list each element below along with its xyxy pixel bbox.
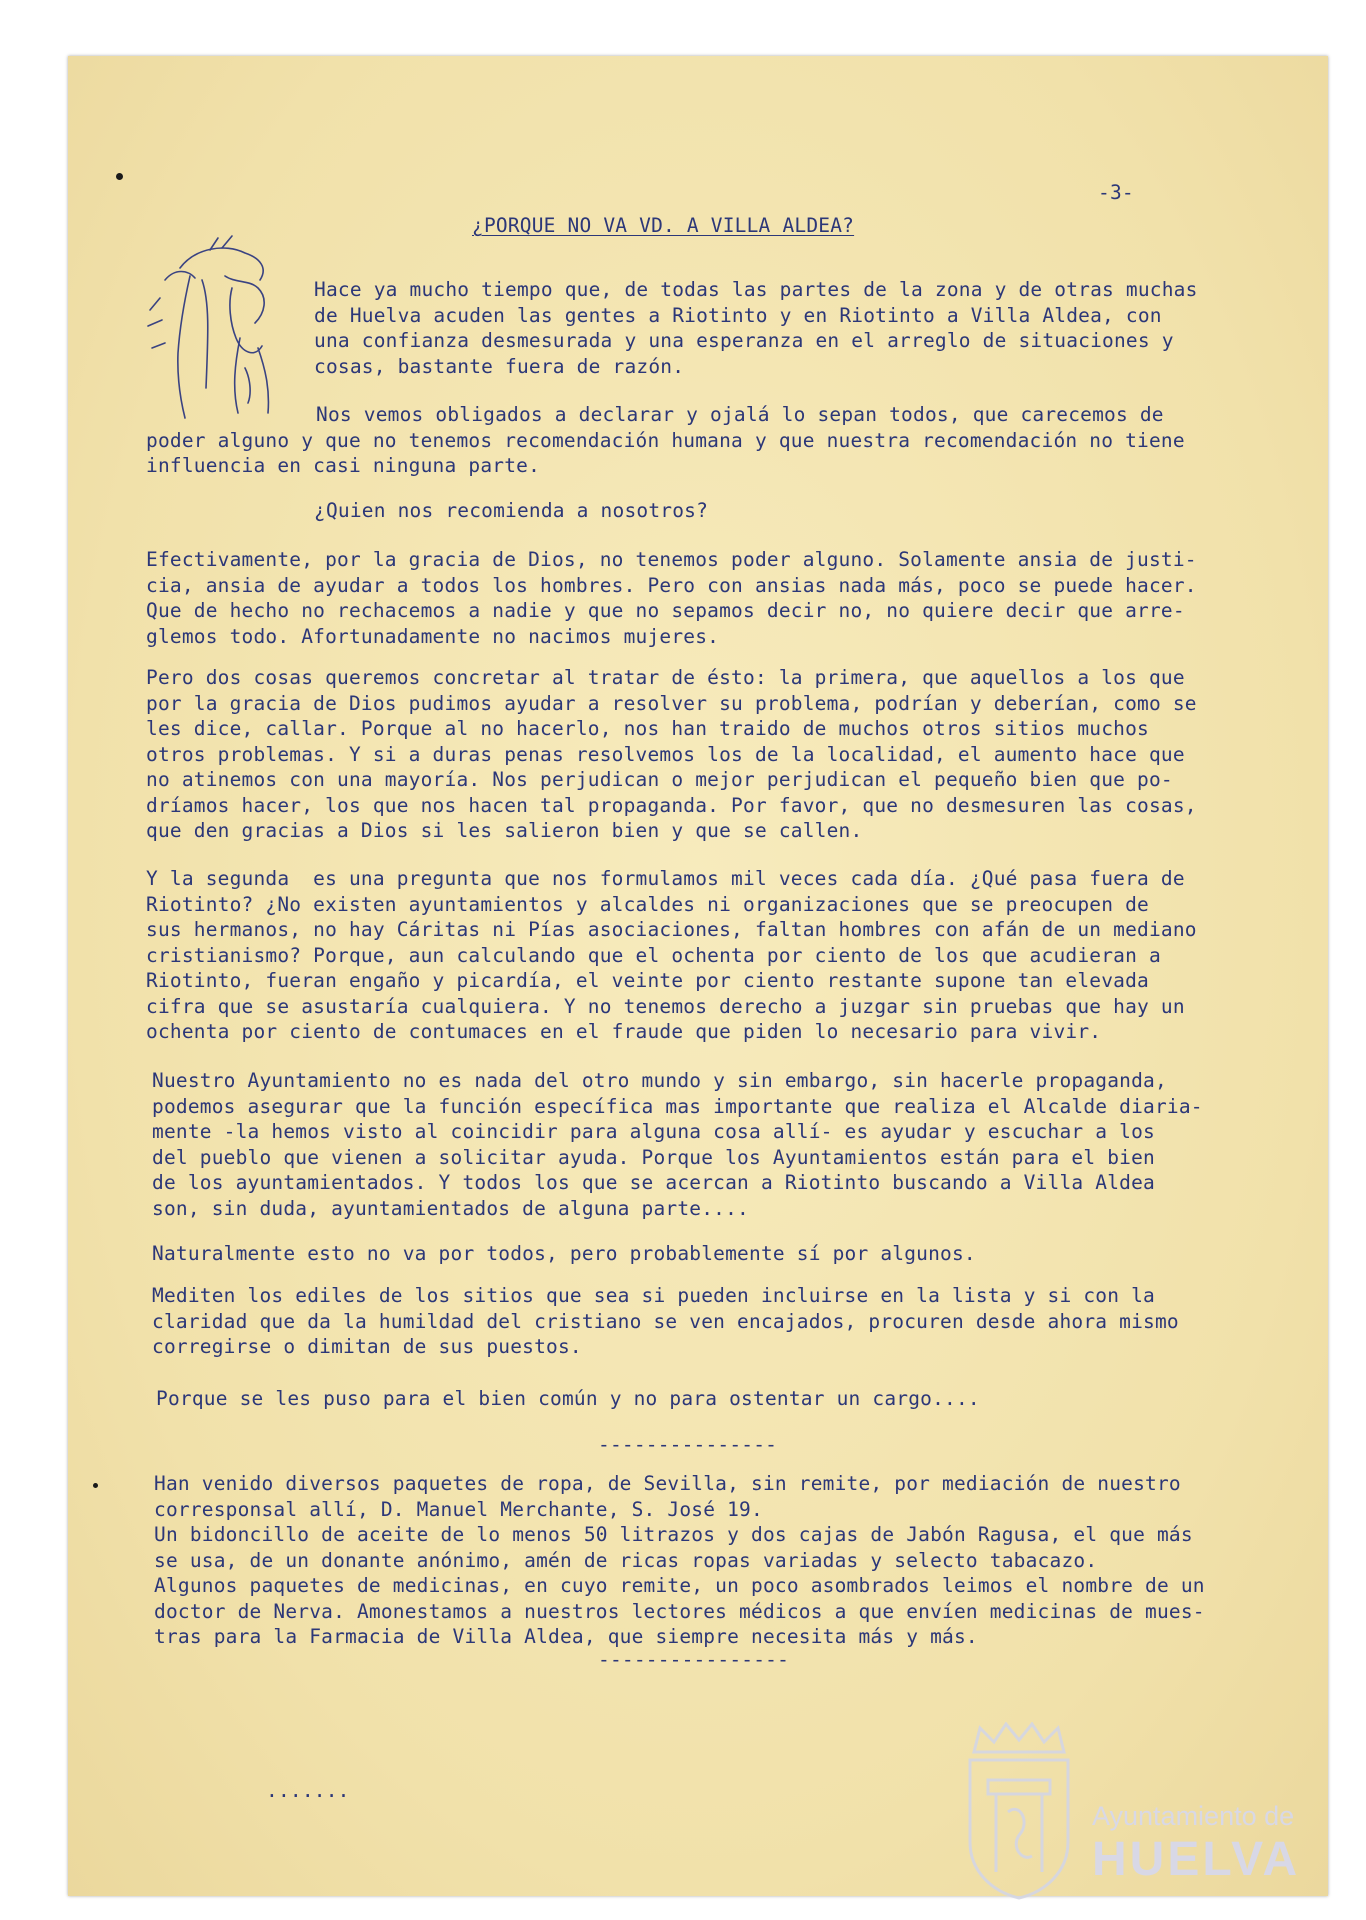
paragraph-naturalmente: Naturalmente esto no va por todos, pero probablemente sí por algunos. (152, 1242, 976, 1265)
section-separator: --------------- (598, 1433, 778, 1456)
punch-hole-mark (116, 173, 123, 180)
paragraph-intro: Hace ya mucho tiempo que, de todas las partes de la zona y de otras muchas de Huelva acuden las gentes a Riotinto y en Riotinto a Villa Aldea, con una confianza desmesurada y una esperanza en el arreglo de situaciones y cosas, bastante fuera de razón. (314, 278, 1198, 378)
page-title: ¿PORQUE NO VA VD. A VILLA ALDEA? (472, 214, 855, 237)
page-number: -3- (1098, 181, 1134, 204)
paragraph-question: ¿Quien nos recomienda a nosotros? (314, 499, 709, 522)
paragraph-segunda: Y la segunda es una pregunta que nos formulamos mil veces cada día. ¿Qué pasa fuera de Riotinto? ¿No existen ayuntamientos y alcaldes ni organizaciones que se preocupen de sus hermanos, no hay Cáritas ni Pías asociaciones, faltan hombres con afán de un mediano cristianismo? Porque, aun calculando que el ochenta por ciento de los que acudieran a Riotinto, fueran engaño y picardía, el veinte por ciento restante supone tan elevada cifra que se asustaría cualquiera. Y no tenemos derecho a juzgar sin pruebas que hay un ochenta por ciento de contumaces en el fraude que piden lo necesario para vivir. (146, 867, 1197, 1043)
paragraph-donations: Han venido diversos paquetes de ropa, de Sevilla, sin remite, por mediación de nuestro corresponsal allí, D. Manuel Merchante, S. José 19. Un bidoncillo de aceite de lo menos 50 litrazos y dos cajas de Jabón Ragusa, el que más se usa, de un donante anónimo, amén de ricas ropas variadas y selecto tabacazo. Algunos paquetes de medicinas, en cuyo remite, un poco asombrados leimos el nombre de un doctor de Nerva. Amonestamos a nuestros lectores médicos a que envíen medicinas de mues- tras para la Farmacia de Villa Aldea, que siempre necesita más y más. (154, 1472, 1205, 1648)
punch-hole-mark (93, 1483, 98, 1488)
section-separator-end: ---------------- (598, 1648, 790, 1671)
watermark-line1: Ayuntamiento de (1092, 1801, 1295, 1831)
paragraph-mediten: Mediten los ediles de los sitios que sea si pueden incluirse en la lista y si con la claridad que da la humildad del cristiano se ven encajados, procuren desde ahora mismo corregirse o dimitan de sus puestos. (152, 1284, 1179, 1358)
paragraph-efectivamente: Efectivamente, por la gracia de Dios, no tenemos poder alguno. Solamente ansia de justi- cia, ansia de ayudar a todos los hombres. Pero con ansias nada más, poco se puede hacer. Que de hecho no rechacemos a nadie y que no sepamos decir no, no quiere decir que arre- glemos todo. Afortunadamente no nacimos mujeres. (146, 548, 1197, 648)
watermark-line2: HUELVA (1092, 1833, 1301, 1886)
paragraph-porque: Porque se les puso para el bien común y no para ostentar un cargo.... (156, 1387, 980, 1410)
paragraph-ayuntamiento: Nuestro Ayuntamiento no es nada del otro mundo y sin embargo, sin hacerle propaganda, podemos asegurar que la función específica mas importante que realiza el Alcalde diaria- mente -la hemos visto al coincidir para alguna cosa allí- es ayudar y escuchar a los del pueblo que vienen a solicitar ayuda. Porque los Ayuntamientos están para el bien de los ayuntamientados. Y todos los que se acercan a Riotinto buscando a Villa Aldea son, sin duda, ayuntamientados de alguna parte.... (152, 1069, 1203, 1220)
hand-drawn-figure-doodle (140, 228, 310, 428)
city-coat-of-arms-logo (960, 1722, 1078, 1902)
paragraph-declaration: Nos vemos obligados a declarar y ojalá lo sepan todos, que carecemos de poder alguno y que no tenemos recomendación humana y que nuestra recomendación no tiene influencia en casi ninguna parte. (146, 403, 1185, 477)
closing-ellipsis: ....... (266, 1779, 350, 1802)
paragraph-primera: Pero dos cosas queremos concretar al tratar de ésto: la primera, que aquellos a los que por la gracia de Dios pudimos ayudar a resolver su problema, podrían y deberían, como se les dice, callar. Porque al no hacerlo, nos han traido de muchos otros sitios muchos otros problemas. Y si a duras penas resolvemos los de la localidad, el aumento hace que no atinemos con una mayoría. Nos perjudican o mejor perjudican el pequeño bien que po- dríamos hacer, los que nos hacen tal propaganda. Por favor, que no desmesuren las cosas, que den gracias a Dios si les salieron bien y que se callen. (146, 666, 1197, 842)
